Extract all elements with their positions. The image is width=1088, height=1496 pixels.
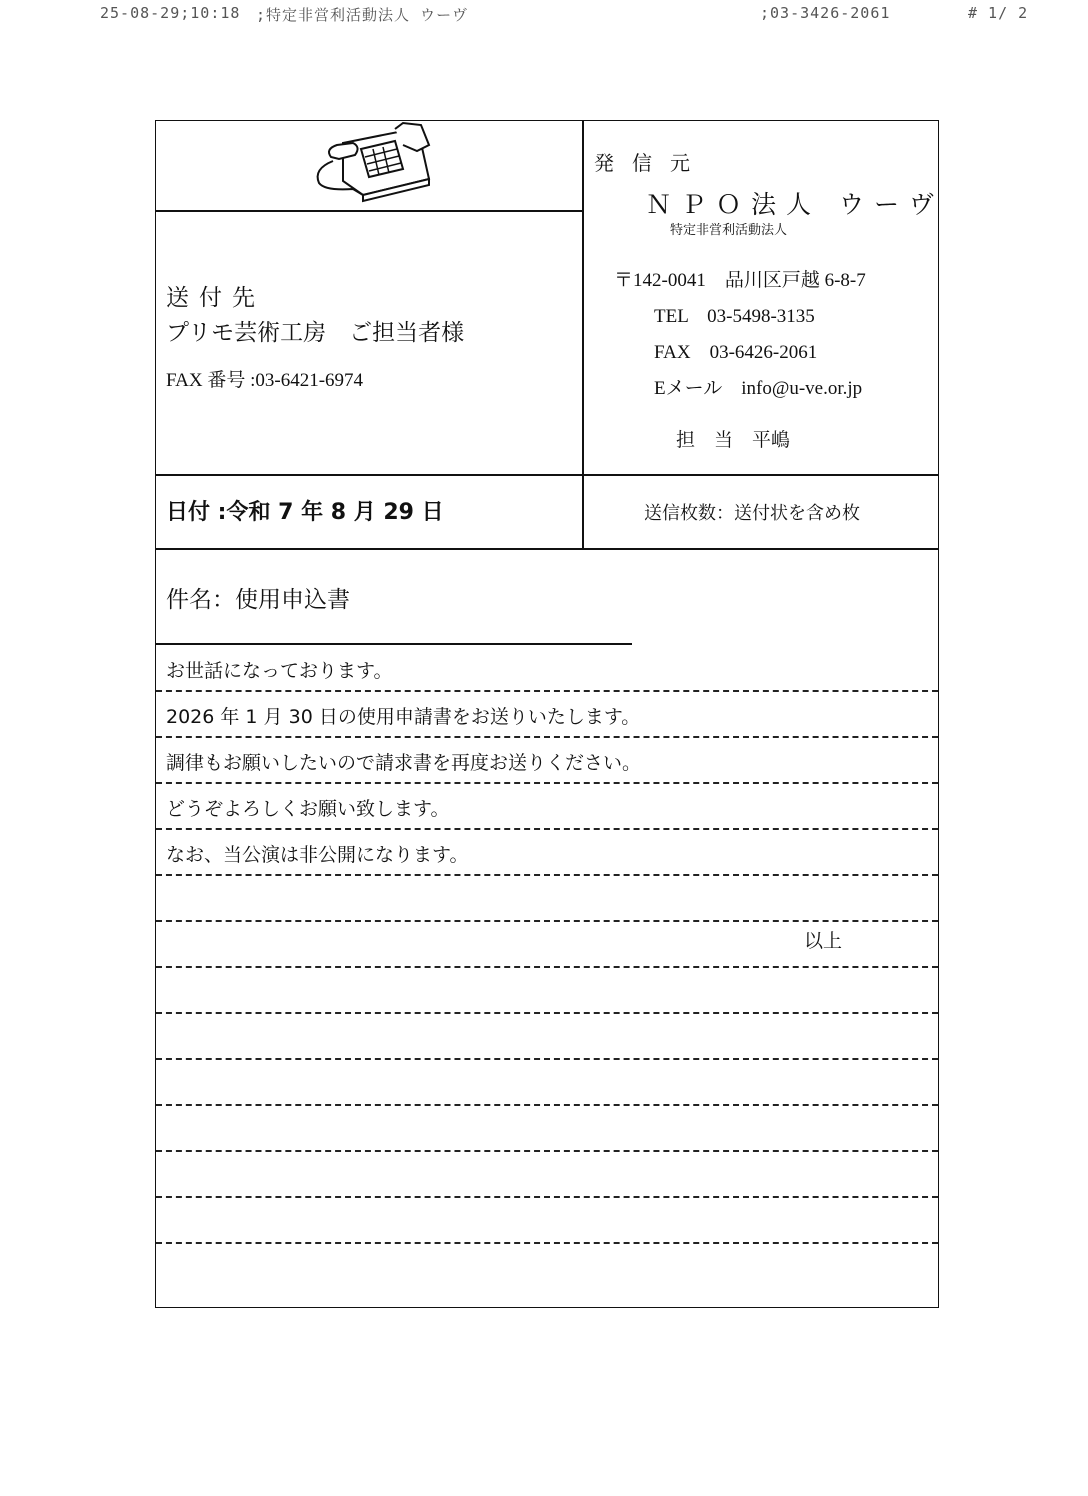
sender-fax: FAX 03-6426-2061 bbox=[654, 342, 818, 363]
fax-sender-number: ;03-3426-2061 bbox=[760, 4, 891, 22]
fax-sender-id: ;特定非営利活動法人 ウーヴ bbox=[256, 6, 469, 24]
sender-email: Eメール info@u-ve.or.jp bbox=[654, 378, 863, 399]
message-line bbox=[156, 692, 938, 738]
message-line-text: どうぞよろしくお願い致します。 bbox=[166, 798, 450, 820]
message-line-empty bbox=[156, 1152, 938, 1198]
date-divider bbox=[156, 548, 938, 550]
sender-organization-type: 特定非営利活動法人 bbox=[670, 223, 788, 238]
recipient-heading: 送付先 bbox=[166, 285, 265, 311]
message-line-empty bbox=[156, 1244, 938, 1290]
subject-divider bbox=[156, 643, 632, 645]
message-line-empty bbox=[156, 1014, 938, 1060]
recipient-name: プリモ芸術工房 ご担当者様 bbox=[166, 320, 465, 346]
sender-organization: ＮＰＯ法人 ウーヴ bbox=[646, 190, 944, 219]
message-line bbox=[156, 830, 938, 876]
fax-subject: 件名：使用申込書 bbox=[166, 587, 350, 613]
fax-timestamp: 25-08-29;10:18 bbox=[100, 4, 241, 22]
message-body bbox=[156, 646, 938, 1290]
message-line bbox=[156, 922, 938, 968]
fax-date: 日付 :令和 7 年 8 月 29 日 bbox=[166, 500, 444, 525]
recipient-block bbox=[166, 281, 576, 392]
closing-remark: 以上 bbox=[804, 930, 843, 952]
sender-tel: TEL 03-5498-3135 bbox=[654, 306, 815, 327]
column-divider bbox=[582, 121, 584, 548]
fax-machine-icon bbox=[303, 121, 438, 207]
message-line bbox=[156, 738, 938, 784]
message-line-empty bbox=[156, 876, 938, 922]
message-line-text: なお、当公演は非公開になります。 bbox=[166, 844, 469, 866]
message-line-empty bbox=[156, 968, 938, 1014]
sheet-count: 送信枚数：送付状を含め枚 bbox=[644, 503, 860, 524]
message-line bbox=[156, 784, 938, 830]
icon-divider bbox=[156, 210, 582, 212]
message-line-empty bbox=[156, 1060, 938, 1106]
fax-transmission-header bbox=[0, 2, 1088, 24]
header-divider bbox=[156, 474, 938, 476]
fax-page-indicator: # 1/ 2 bbox=[968, 4, 1029, 22]
message-line-empty bbox=[156, 1198, 938, 1244]
recipient-fax-number: FAX 番号 :03-6421-6974 bbox=[166, 370, 364, 391]
fax-cover-sheet bbox=[155, 120, 944, 1308]
message-line-empty bbox=[156, 1106, 938, 1152]
message-line-text: お世話になっております。 bbox=[166, 660, 393, 682]
sender-block bbox=[594, 147, 944, 451]
message-line-text: 調律もお願いしたいので請求書を再度お送りください。 bbox=[166, 752, 642, 774]
sender-address: 〒142-0041 品川区戸越 6-8-7 bbox=[614, 270, 866, 291]
sender-contact: 担 当 平嶋 bbox=[676, 430, 791, 451]
message-line bbox=[156, 646, 938, 692]
message-line-text: 2026 年 1 月 30 日の使用申請書をお送りいたします。 bbox=[166, 706, 641, 728]
sender-heading: 発信元 bbox=[594, 151, 708, 175]
